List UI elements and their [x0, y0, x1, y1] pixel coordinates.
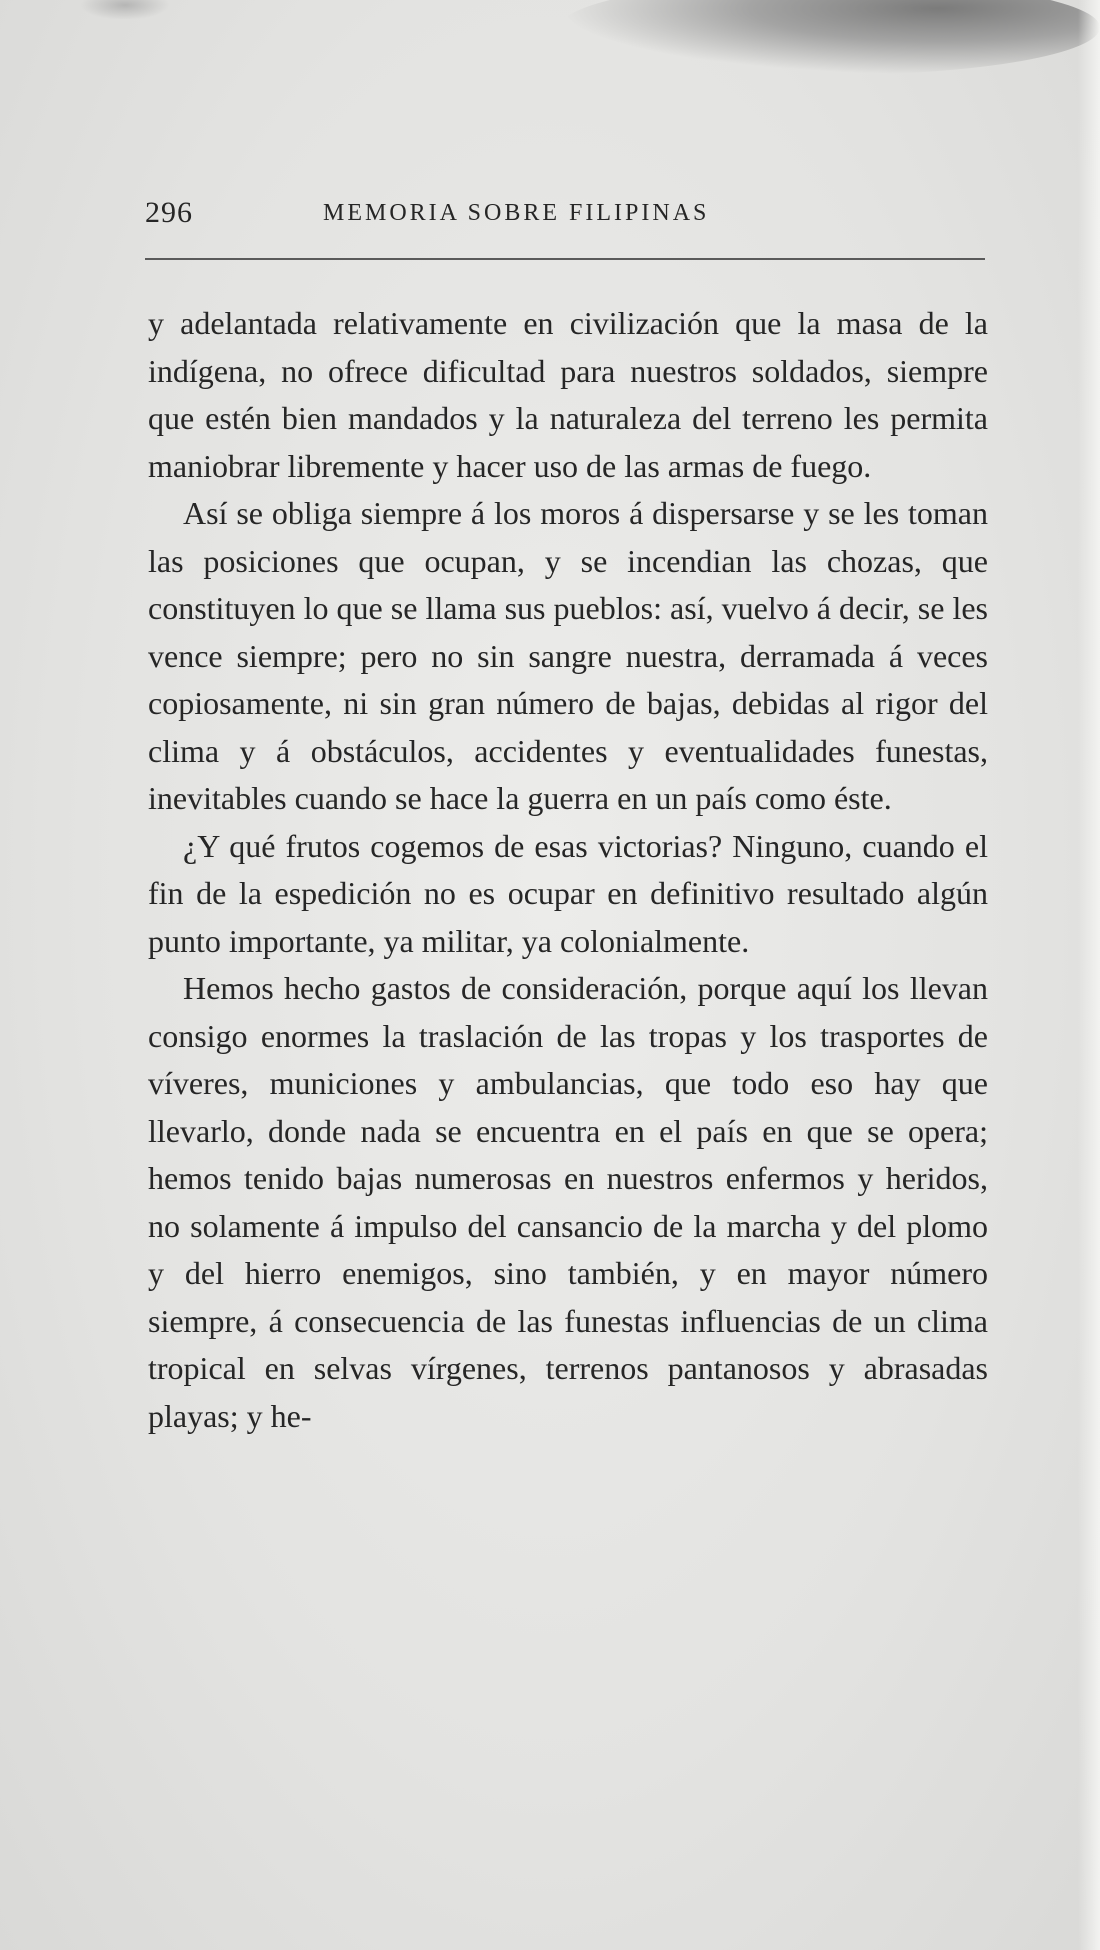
page-stain [560, 0, 1100, 75]
page-number: 296 [145, 196, 193, 229]
paragraph: y adelantada relativamente en civilización que la masa de la indígena, no ofrece dificultad para nuestros soldados, siempre que estén bien mandados y la naturaleza del terreno les permita maniobrar libremente y hacer uso de las armas de fuego. [148, 305, 988, 484]
page-header [145, 196, 985, 236]
paragraph: Así se obliga siempre á los moros á dispersarse y se les toman las posiciones que ocupan, y se incendian las chozas, que constituyen lo que se llama sus pueblos: así, vuelvo á decir, se les vence siempre; pero no sin sangre nuestra, derramada á veces copiosamente, ni sin gran número de bajas, debidas al rigor del clima y á obstáculos, accidentes y eventualidades funestas, inevitables cuando se hace la guerra en un país como éste. [148, 495, 988, 816]
paragraph: ¿Y qué frutos cogemos de esas victorias? Ninguno, cuando el fin de la espedición no es ocupar en definitivo resultado algún punto importante, ya militar, ya colonialmente. [148, 827, 988, 959]
page-edge [1078, 0, 1100, 1950]
paragraph: Hemos hecho gastos de consideración, porque aquí los llevan consigo enormes la traslación de las tropas y los trasportes de víveres, municiones y ambulancias, que todo eso hay que llevarlo, donde nada se encuentra en el país en que se opera; hemos tenido bajas numerosas en nuestros enfermos y heridos, no solamente á impulso del cansancio de la marcha y del plomo y del hierro enemigos, sino también, y en mayor número siempre, á consecuencia de las funestas influencias de un clima tropical en selvas vírgenes, terrenos pantanosos y abrasadas playas; y he- [148, 970, 988, 1434]
body-text [148, 300, 988, 1440]
header-rule [145, 258, 985, 260]
page-stain-small [80, 0, 170, 20]
running-title: MEMORIA SOBRE FILIPINAS [323, 200, 710, 226]
